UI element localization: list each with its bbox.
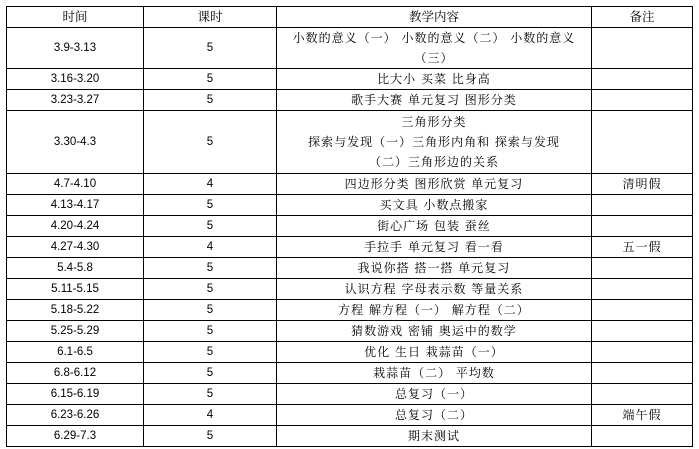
content-line: 我说你搭 搭一搭 单元复习 (357, 261, 511, 275)
content-line: 优化 生日 栽蒜苗（一） (364, 345, 504, 359)
header-content: 教学内容 (277, 7, 592, 28)
content-line: 买文具 小数点搬家 (379, 198, 489, 212)
period-cell: 6.29-7.3 (7, 426, 144, 447)
table-row (7, 363, 693, 384)
table-row (7, 279, 693, 300)
content-line: 三角形分类 (401, 115, 467, 129)
period-cell: 3.30-4.3 (7, 111, 144, 174)
period-cell: 6.15-6.19 (7, 384, 144, 405)
note-cell (592, 111, 693, 174)
hours-cell: 5 (144, 216, 277, 237)
note-cell (592, 90, 693, 111)
content-cell (277, 216, 592, 237)
note-cell (592, 69, 693, 90)
content-line: 手拉手 单元复习 看一看 (364, 240, 504, 254)
period-cell: 3.9-3.13 (7, 28, 144, 69)
content-line: 总复习（二） (394, 408, 473, 422)
period-cell: 6.1-6.5 (7, 342, 144, 363)
table-row (7, 426, 693, 447)
table-row (7, 216, 693, 237)
note-cell (592, 342, 693, 363)
table-row (7, 342, 693, 363)
hours-cell: 5 (144, 300, 277, 321)
hours-cell: 4 (144, 174, 277, 195)
header-row (7, 7, 693, 28)
note-cell (592, 258, 693, 279)
content-cell (277, 174, 592, 195)
table-row (7, 174, 693, 195)
period-cell: 6.8-6.12 (7, 363, 144, 384)
period-cell: 5.11-5.15 (7, 279, 144, 300)
content-cell (277, 300, 592, 321)
content-line: 四边形分类 图形欣赏 单元复习 (344, 177, 524, 191)
header-note: 备注 (592, 7, 693, 28)
note-cell (592, 384, 693, 405)
table-row (7, 69, 693, 90)
note-cell (592, 321, 693, 342)
table-row (7, 321, 693, 342)
hours-cell: 5 (144, 69, 277, 90)
hours-cell: 5 (144, 342, 277, 363)
hours-cell: 5 (144, 28, 277, 69)
hours-cell: 5 (144, 426, 277, 447)
content-cell (277, 342, 592, 363)
content-line: 歌手大赛 单元复习 图形分类 (351, 93, 517, 107)
hours-cell: 5 (144, 321, 277, 342)
content-cell (277, 90, 592, 111)
content-line: 栽蒜苗（二） 平均数 (373, 366, 495, 380)
content-cell (277, 111, 592, 174)
content-cell (277, 321, 592, 342)
note-cell: 端午假 (592, 405, 693, 426)
hours-cell: 5 (144, 279, 277, 300)
hours-cell: 5 (144, 258, 277, 279)
note-cell: 五一假 (592, 237, 693, 258)
content-line: 总复习（一） (394, 387, 473, 401)
period-cell: 5.4-5.8 (7, 258, 144, 279)
hours-cell: 5 (144, 111, 277, 174)
content-line: （三） (414, 51, 454, 65)
table-row (7, 405, 693, 426)
content-cell (277, 237, 592, 258)
hours-cell: 5 (144, 384, 277, 405)
hours-cell: 5 (144, 90, 277, 111)
content-cell (277, 28, 592, 69)
period-cell: 3.16-3.20 (7, 69, 144, 90)
hours-cell: 4 (144, 405, 277, 426)
note-cell (592, 216, 693, 237)
hours-cell: 4 (144, 237, 277, 258)
content-line: 小数的意义（一） 小数的意义（二） 小数的意义 (292, 31, 576, 45)
note-cell (592, 426, 693, 447)
note-cell: 清明假 (592, 174, 693, 195)
table-row (7, 90, 693, 111)
table-row (7, 384, 693, 405)
table-row (7, 28, 693, 69)
content-line: 街心广场 包装 蚕丝 (377, 219, 491, 233)
table-row (7, 111, 693, 174)
period-cell: 4.27-4.30 (7, 237, 144, 258)
period-cell: 5.18-5.22 (7, 300, 144, 321)
content-line: 认识方程 字母表示数 等量关系 (344, 282, 524, 296)
note-cell (592, 279, 693, 300)
content-line: 期末测试 (407, 429, 460, 443)
table-body (7, 28, 693, 447)
content-cell (277, 363, 592, 384)
period-cell: 3.23-3.27 (7, 90, 144, 111)
table-row (7, 237, 693, 258)
note-cell (592, 300, 693, 321)
period-cell: 4.13-4.17 (7, 195, 144, 216)
table-row (7, 195, 693, 216)
period-cell: 5.25-5.29 (7, 321, 144, 342)
note-cell (592, 28, 693, 69)
period-cell: 4.7-4.10 (7, 174, 144, 195)
content-cell (277, 69, 592, 90)
content-line: 探索与发现（一）三角形内角和 探索与发现 (308, 135, 560, 149)
table-row (7, 258, 693, 279)
schedule-table (6, 6, 693, 447)
period-cell: 6.23-6.26 (7, 405, 144, 426)
note-cell (592, 363, 693, 384)
hours-cell: 5 (144, 363, 277, 384)
content-line: 猜数游戏 密铺 奥运中的数学 (351, 324, 517, 338)
content-line: 方程 解方程（一） 解方程（二） (338, 303, 530, 317)
content-line: （二）三角形边的关系 (368, 155, 499, 169)
content-line: 比大小 买菜 比身高 (377, 72, 491, 86)
table-row (7, 300, 693, 321)
note-cell (592, 195, 693, 216)
header-time: 时间 (7, 7, 144, 28)
content-cell (277, 405, 592, 426)
content-cell (277, 384, 592, 405)
content-cell (277, 426, 592, 447)
header-hours: 课时 (144, 7, 277, 28)
content-cell (277, 195, 592, 216)
period-cell: 4.20-4.24 (7, 216, 144, 237)
content-cell (277, 258, 592, 279)
hours-cell: 5 (144, 195, 277, 216)
content-cell (277, 279, 592, 300)
